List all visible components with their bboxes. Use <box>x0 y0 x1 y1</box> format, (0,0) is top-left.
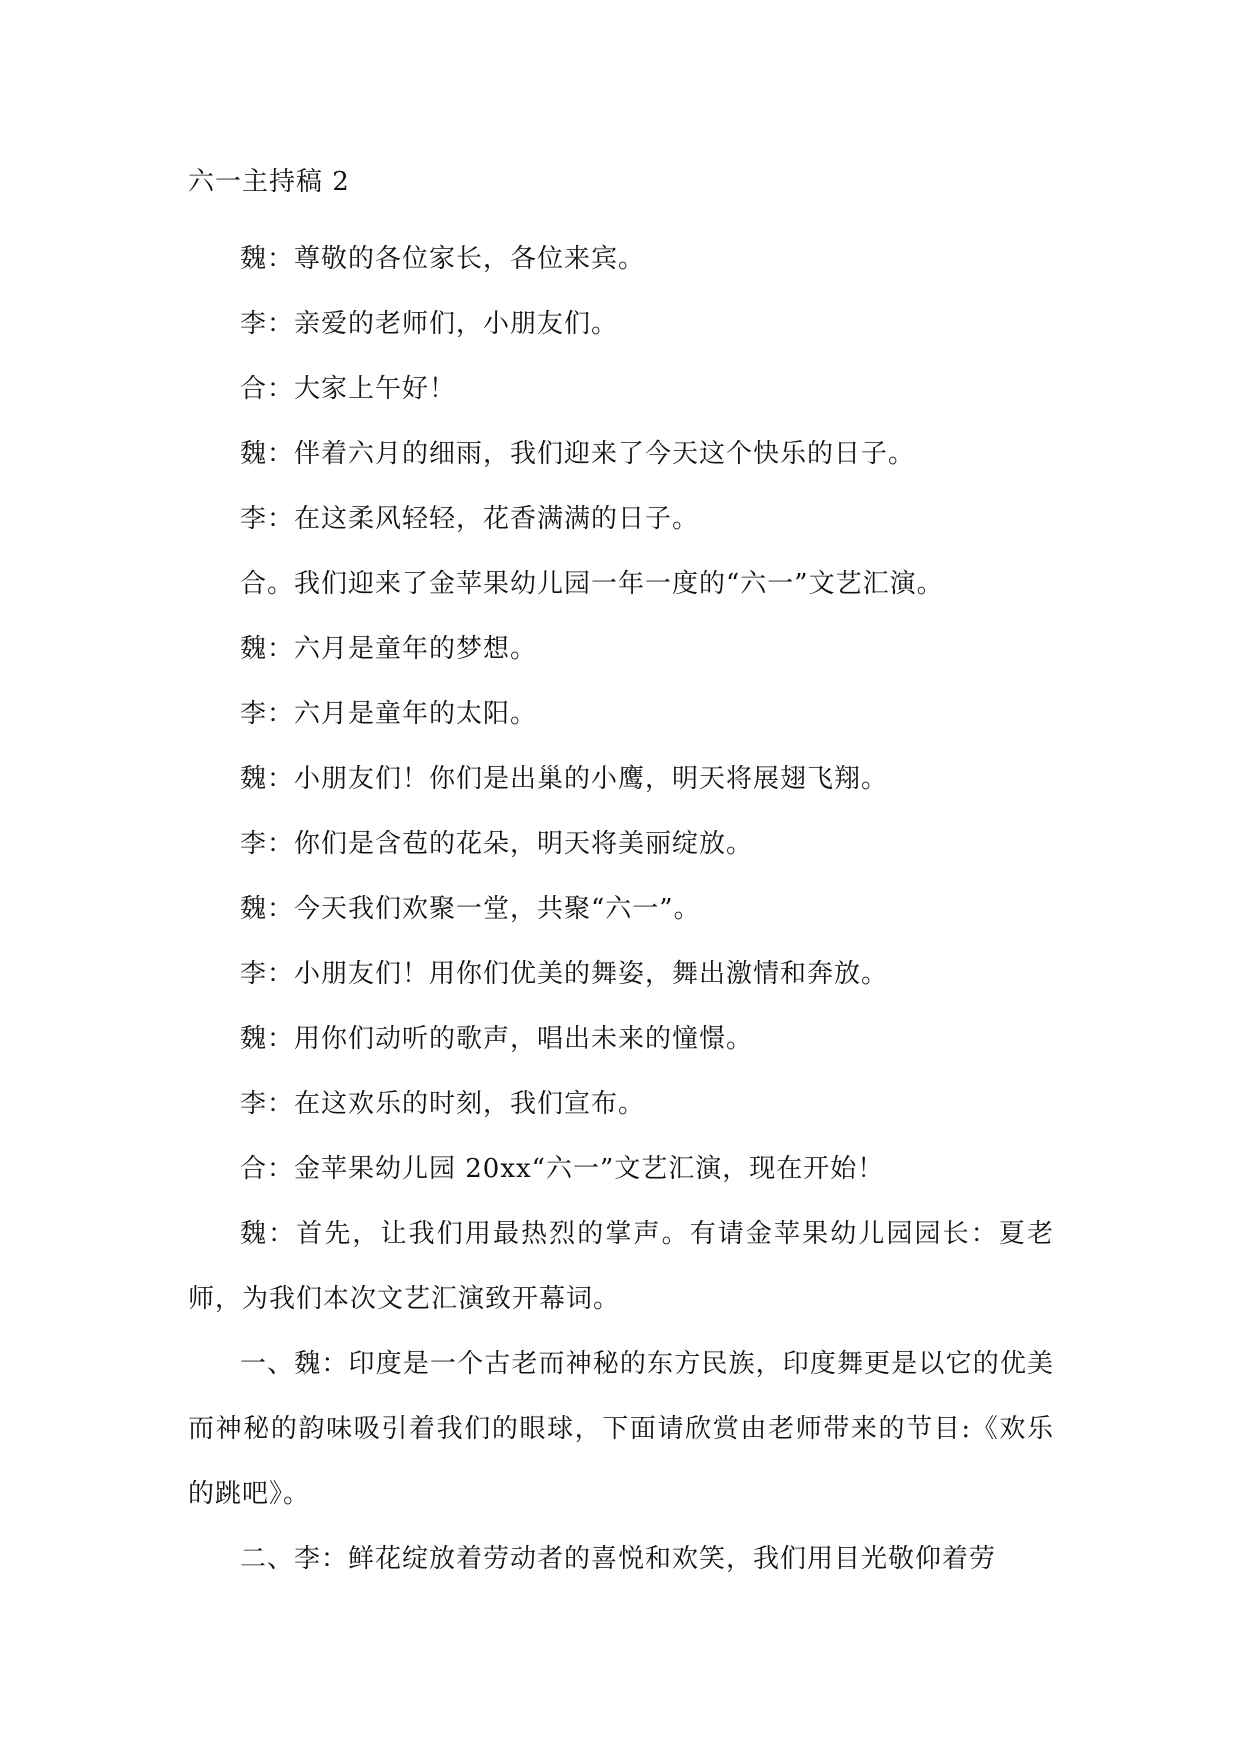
paragraph: 李：你们是含苞的花朵，明天将美丽绽放。 <box>240 829 754 859</box>
paragraph: 魏：尊敬的各位家长，各位来宾。 <box>240 244 646 274</box>
paragraph: 魏：用你们动听的歌声，唱出未来的憧憬。 <box>240 1024 754 1054</box>
paragraph: 合。我们迎来了金苹果幼儿园一年一度的“六一”文艺汇演。 <box>240 569 944 599</box>
paragraph: 魏：伴着六月的细雨，我们迎来了今天这个快乐的日子。 <box>240 439 916 469</box>
document-title: 六一主持稿 2 <box>188 167 350 197</box>
paragraph: 李：六月是童年的太阳。 <box>240 699 538 729</box>
paragraph: 一、魏：印度是一个古老而神秘的东方民族，印度舞更是以它的优美而神秘的韵味吸引着我们的眼球，下面请欣赏由老师带来的节目:《欢乐的跳吧》。 <box>188 1349 1054 1509</box>
paragraph: 魏：小朋友们！你们是出巢的小鹰，明天将展翅飞翔。 <box>240 764 889 794</box>
paragraph: 合：金苹果幼儿园 20xx“六一”文艺汇演，现在开始！ <box>240 1154 885 1184</box>
paragraph: 魏：首先，让我们用最热烈的掌声。有请金苹果幼儿园园长：夏老师，为我们本次文艺汇演致开幕词。 <box>188 1219 1054 1314</box>
paragraph: 魏：六月是童年的梦想。 <box>240 634 538 664</box>
paragraph: 二、李：鲜花绽放着劳动者的喜悦和欢笑，我们用目光敬仰着劳 <box>240 1544 997 1574</box>
paragraph: 李：在这柔风轻轻，花香满满的日子。 <box>240 504 700 534</box>
paragraph: 合：大家上午好！ <box>240 374 457 404</box>
paragraph: 李：亲爱的老师们，小朋友们。 <box>240 309 619 339</box>
document-body <box>188 162 1054 1592</box>
paragraph: 李：小朋友们！用你们优美的舞姿，舞出激情和奔放。 <box>240 959 889 989</box>
paragraph: 魏：今天我们欢聚一堂，共聚“六一”。 <box>240 894 701 924</box>
paragraph: 李：在这欢乐的时刻，我们宣布。 <box>240 1089 646 1119</box>
